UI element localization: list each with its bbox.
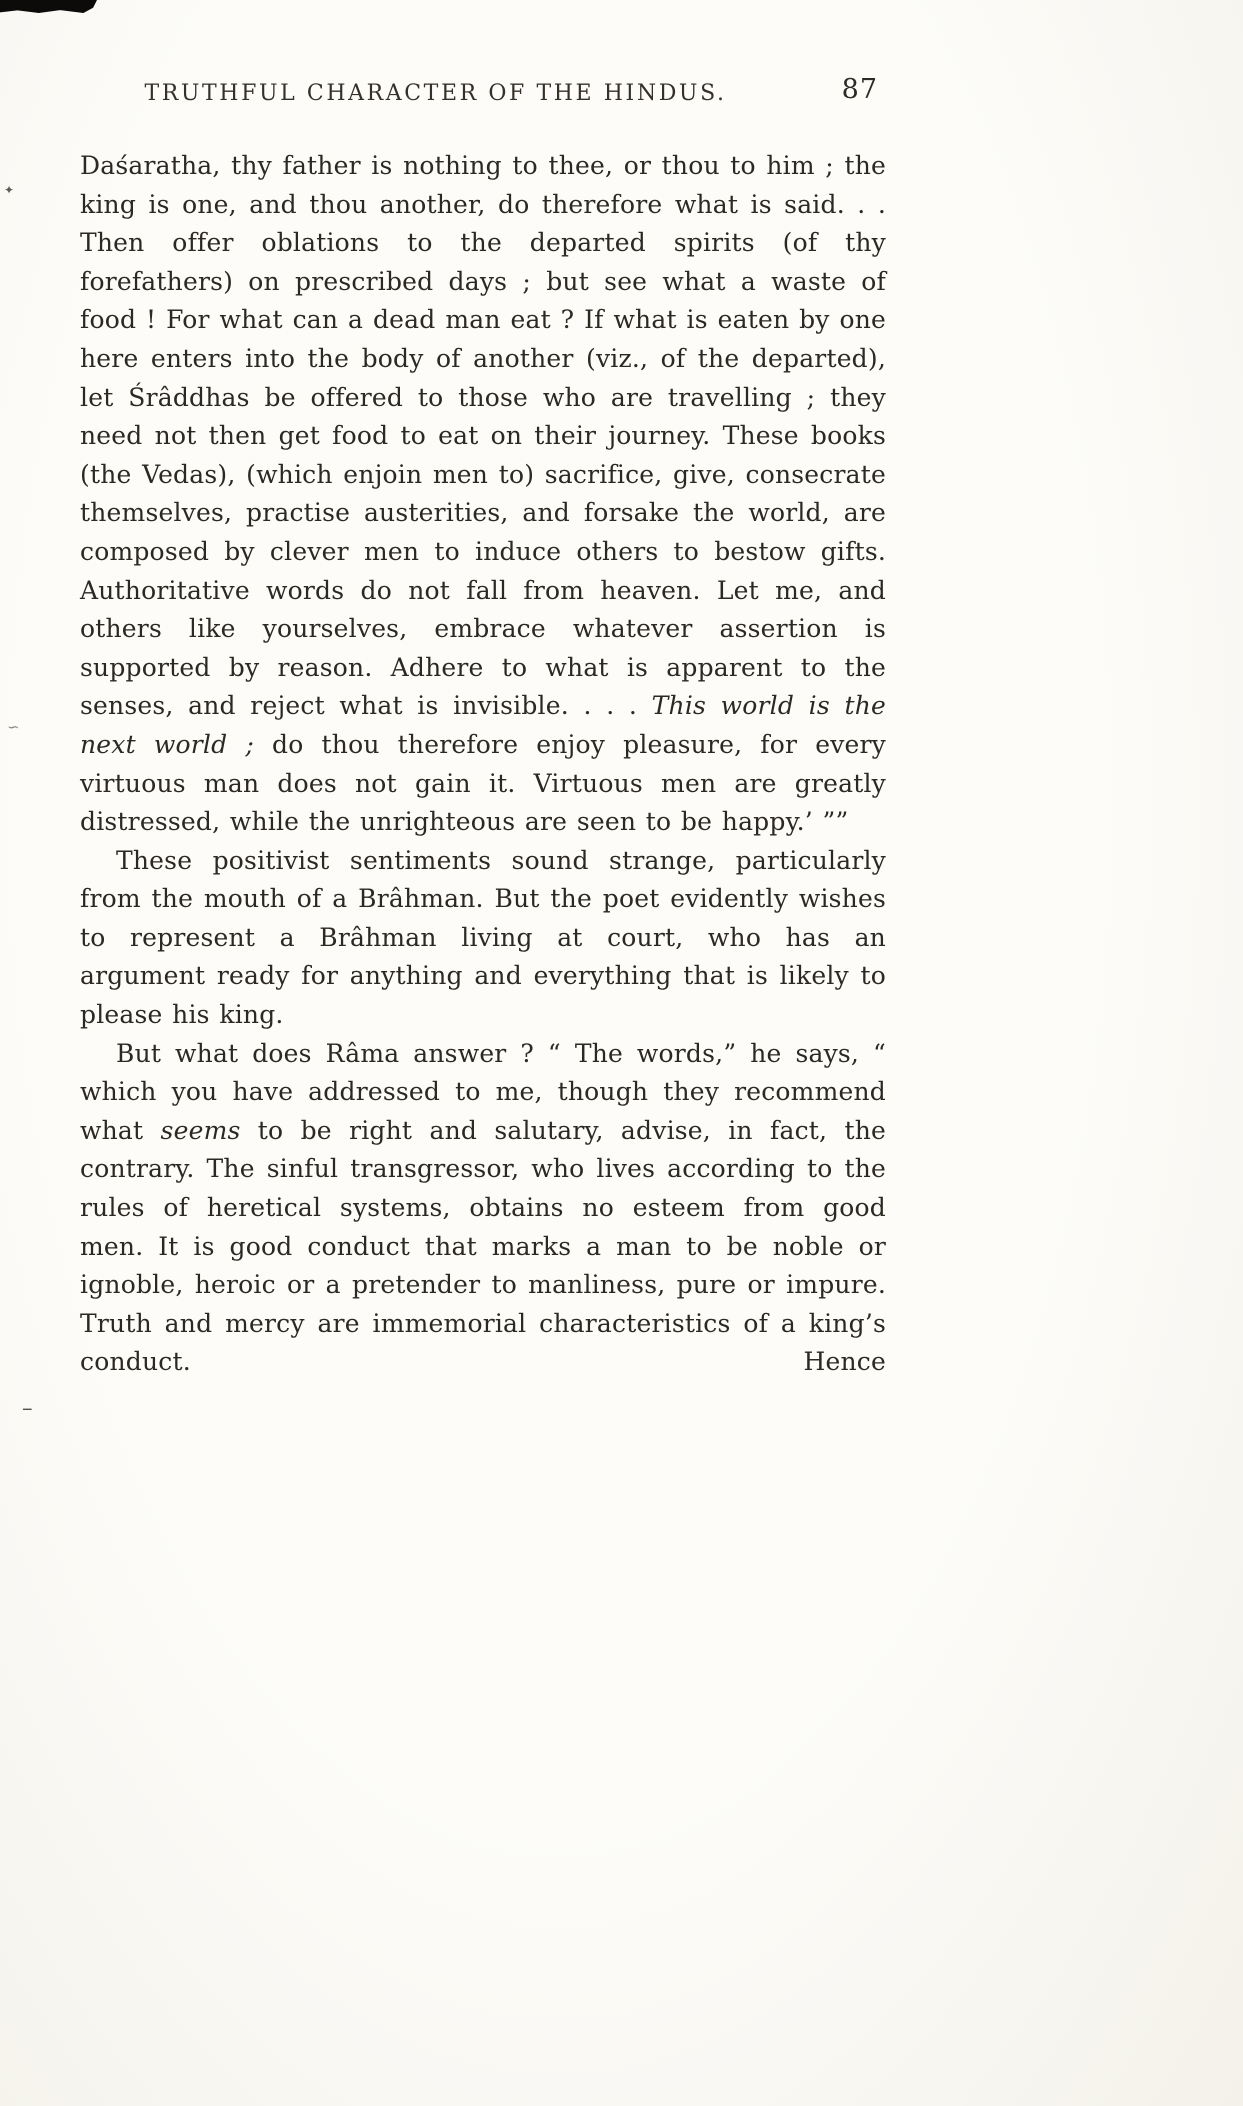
text-run-italic: This world is the next world ; xyxy=(80,691,886,759)
text-run: But what does Râma answer ? “ The words,” he says, “ which you have addressed to me, though they recommend what xyxy=(80,1038,886,1145)
paragraph-2 xyxy=(80,842,886,1035)
text-run-italic: seems xyxy=(160,1115,241,1145)
margin-mark-diamond: ✦ xyxy=(4,183,15,197)
paragraph-1 xyxy=(80,147,886,842)
text-run: These positivist sentiments sound strange, particularly from the mouth of a Brâhman. But the poet evidently wishes to represent a Brâhman living at court, who has an argument ready for anything and everything that is likely to please his king. xyxy=(80,845,886,1030)
margin-mark-squiggle: ∽ xyxy=(7,718,20,736)
scan-artifact-top-left xyxy=(0,0,97,13)
running-header-title: TRUTHFUL CHARACTER OF THE HINDUS. xyxy=(144,81,727,106)
margin-mark-dash: – xyxy=(22,1396,33,1420)
text-run: to be right and salutary, advise, in fact, the contrary. The sinful transgressor, who lives according to the rules of heretical systems, obtains no esteem from good men. It is good conduct that marks a man to be noble or ignoble, heroic or a pretender to manliness, pure or impure. Truth and mercy are immemorial characteristics of a king’s conduct. Hence xyxy=(80,1115,886,1377)
page-number: 87 xyxy=(841,74,878,105)
paragraph-3 xyxy=(80,1035,886,1382)
page-body xyxy=(80,147,886,1382)
running-header xyxy=(80,74,886,112)
text-run: do thou therefore enjoy pleasure, for every virtuous man does not gain it. Virtuous men are greatly distressed, while the unrighteous are seen to be happy.’ ”” xyxy=(80,729,886,837)
text-run: Daśaratha, thy father is nothing to thee, or thou to him ; the king is one, and thou another, do therefore what is said. . . Then offer oblations to the departed spirits (of thy forefathers) on prescribed days ; but see what a waste of food ! For what can a dead man eat ? If what is eaten by one here enters into the body of another (viz., of the departed), let Śrâddhas be offered to those who are travelling ; they need not then get food to eat on their journey. These books (the Vedas), (which enjoin men to) sacrifice, give, consecrate themselves, practise austerities, and forsake the world, are composed by clever men to induce others to bestow gifts. Authoritative words do not fall from heaven. Let me, and others like yourselves, embrace whatever assertion is supported by reason. Adhere to what is apparent to the senses, and reject what is invisible. . . . xyxy=(80,151,886,721)
